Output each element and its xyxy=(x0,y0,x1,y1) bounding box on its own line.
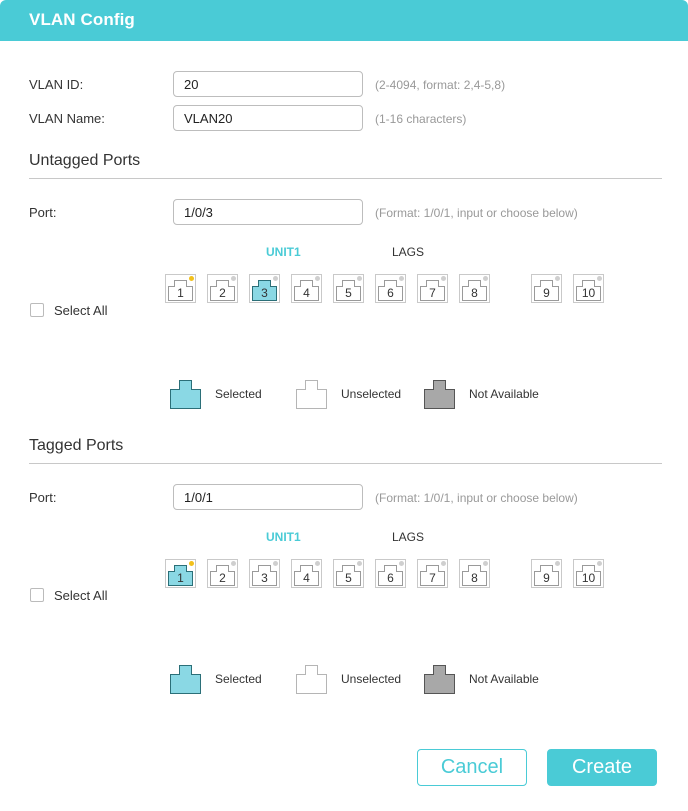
port-status-dot xyxy=(189,276,194,281)
untagged-divider xyxy=(29,178,662,179)
port-number: 9 xyxy=(543,571,550,585)
untagged-legend-selected-label: Selected xyxy=(215,387,262,401)
untagged-select-all-label: Select All xyxy=(54,303,108,318)
untagged-port-1[interactable] xyxy=(165,274,196,303)
port-status-dot xyxy=(555,276,560,281)
port-number: 6 xyxy=(387,286,394,300)
vlan-id-hint: (2-4094, format: 2,4-5,8) xyxy=(375,78,506,92)
untagged-port-6[interactable] xyxy=(375,274,406,303)
untagged-select-all-checkbox[interactable] xyxy=(30,303,44,317)
create-button[interactable]: Create xyxy=(547,749,657,786)
port-number: 2 xyxy=(219,286,226,300)
port-status-dot xyxy=(273,276,278,281)
port-number: 1 xyxy=(177,286,184,300)
port-status-dot xyxy=(315,276,320,281)
tagged-port-6[interactable] xyxy=(375,559,406,588)
port-status-dot xyxy=(315,561,320,566)
untagged-legend-not-available-label: Not Available xyxy=(469,387,539,401)
tagged-port-label: Port: xyxy=(29,490,57,505)
tagged-port-5[interactable] xyxy=(333,559,364,588)
untagged-port-4[interactable] xyxy=(291,274,322,303)
tagged-select-all-label: Select All xyxy=(54,588,108,603)
tagged-ports-title: Tagged Ports xyxy=(29,437,124,454)
tagged-legend-not-available-label: Not Available xyxy=(469,672,539,686)
untagged-port-input[interactable] xyxy=(173,199,363,225)
tagged-legend-unselected-label: Unselected xyxy=(341,672,402,686)
port-status-dot xyxy=(399,276,404,281)
tagged-port-input[interactable] xyxy=(173,484,363,510)
untagged-port-3[interactable] xyxy=(249,274,280,303)
port-status-dot xyxy=(597,276,602,281)
port-number: 4 xyxy=(303,286,310,300)
cancel-button[interactable]: Cancel xyxy=(417,749,527,786)
vlan-id-input[interactable] xyxy=(173,71,363,97)
untagged-lags-tab[interactable]: LAGS xyxy=(392,245,425,259)
untagged-port-5[interactable] xyxy=(333,274,364,303)
port-status-dot xyxy=(441,561,446,566)
untagged-legend-selected-icon xyxy=(170,380,201,409)
tagged-lags-tab[interactable]: LAGS xyxy=(392,530,425,544)
tagged-port-3[interactable] xyxy=(249,559,280,588)
port-status-dot xyxy=(399,561,404,566)
tagged-legend-unselected-icon xyxy=(296,665,327,694)
port-status-dot xyxy=(357,276,362,281)
tagged-legend-selected-icon xyxy=(170,665,201,694)
port-number: 9 xyxy=(543,286,550,300)
port-number: 7 xyxy=(429,286,436,300)
port-number: 8 xyxy=(471,286,478,300)
port-number: 7 xyxy=(429,571,436,585)
tagged-legend-selected-label: Selected xyxy=(215,672,262,686)
port-status-dot xyxy=(189,561,194,566)
tagged-port-9[interactable] xyxy=(531,559,562,588)
untagged-legend-not-available-icon xyxy=(424,380,455,409)
vlan-name-input[interactable] xyxy=(173,105,363,131)
untagged-port-10[interactable] xyxy=(573,274,604,303)
untagged-port-9[interactable] xyxy=(531,274,562,303)
port-number: 6 xyxy=(387,571,394,585)
port-status-dot xyxy=(483,276,488,281)
untagged-port-label: Port: xyxy=(29,205,57,220)
tagged-unit1-tab[interactable]: UNIT1 xyxy=(266,530,301,544)
tagged-port-hint: (Format: 1/0/1, input or choose below) xyxy=(375,491,578,505)
untagged-unit1-tab[interactable]: UNIT1 xyxy=(266,245,301,259)
untagged-legend-unselected-icon xyxy=(296,380,327,409)
tagged-port-2[interactable] xyxy=(207,559,238,588)
vlan-id-label: VLAN ID: xyxy=(29,77,84,92)
port-number: 8 xyxy=(471,571,478,585)
untagged-port-hint: (Format: 1/0/1, input or choose below) xyxy=(375,206,578,220)
untagged-port-8[interactable] xyxy=(459,274,490,303)
untagged-legend-unselected-label: Unselected xyxy=(341,387,402,401)
port-status-dot xyxy=(483,561,488,566)
port-number: 5 xyxy=(345,571,352,585)
tagged-port-7[interactable] xyxy=(417,559,448,588)
port-status-dot xyxy=(441,276,446,281)
port-status-dot xyxy=(597,561,602,566)
port-status-dot xyxy=(231,276,236,281)
port-number: 5 xyxy=(345,286,352,300)
untagged-ports-title: Untagged Ports xyxy=(29,152,141,169)
tagged-divider xyxy=(29,463,662,464)
tagged-port-10[interactable] xyxy=(573,559,604,588)
untagged-port-7[interactable] xyxy=(417,274,448,303)
port-status-dot xyxy=(231,561,236,566)
tagged-port-8[interactable] xyxy=(459,559,490,588)
port-status-dot xyxy=(357,561,362,566)
tagged-port-1[interactable] xyxy=(165,559,196,588)
port-number: 3 xyxy=(261,571,268,585)
dialog-title: VLAN Config xyxy=(29,10,135,29)
port-number: 4 xyxy=(303,571,310,585)
port-number: 2 xyxy=(219,571,226,585)
port-number: 10 xyxy=(581,571,596,585)
port-number: 1 xyxy=(177,571,184,585)
tagged-port-4[interactable] xyxy=(291,559,322,588)
port-status-dot xyxy=(273,561,278,566)
port-status-dot xyxy=(555,561,560,566)
port-number: 10 xyxy=(581,286,596,300)
vlan-name-label: VLAN Name: xyxy=(29,111,105,126)
dialog-title-bar xyxy=(0,0,688,41)
tagged-select-all-checkbox[interactable] xyxy=(30,588,44,602)
untagged-port-2[interactable] xyxy=(207,274,238,303)
port-number: 3 xyxy=(261,286,268,300)
vlan-name-hint: (1-16 characters) xyxy=(375,112,467,126)
tagged-legend-not-available-icon xyxy=(424,665,455,694)
